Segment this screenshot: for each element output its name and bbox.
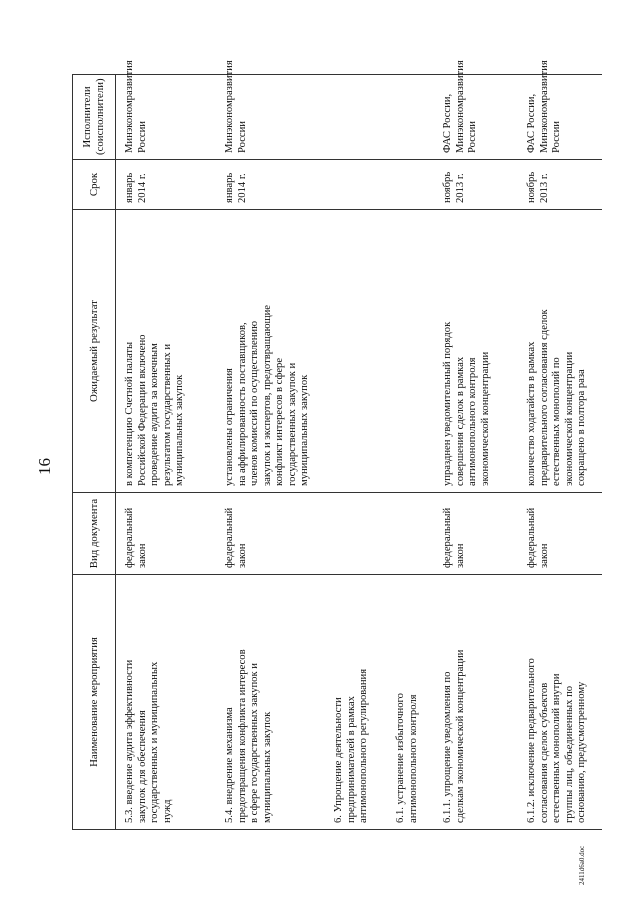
expected-result-cell: в компетенцию Счетной палаты Российской Федерации включено проведение аудита за конечным результатом государственных и муниципальных закупок [116,210,217,493]
document-type-cell [387,493,434,575]
document-type-cell: федеральный закон [116,493,217,575]
document-type-cell: федеральный закон [518,493,602,575]
deadline-cell: январь 2014 г. [216,160,325,210]
executors-cell: ФАС России, Минэкономразвития России [434,75,518,160]
deadline-cell: ноябрь 2013 г. [518,160,602,210]
document-type-cell: федеральный закон [216,493,325,575]
table-row [216,75,325,830]
table-header-row [73,75,116,830]
header-measure-name: Наименование мероприятия [73,575,116,830]
expected-result-cell: установлены ограничения на аффилированность поставщиков, членов комиссий по осуществлению закупок и экспертов, предотвращающие конфликт интересов в сфере государственных закупок и муниципальных закупок [216,210,325,493]
table-row [325,75,387,830]
header-document-type: Вид документа [73,493,116,575]
action-plan-table [72,60,602,830]
table-row [387,75,434,830]
executors-cell: ФАС России, Минэкономразвития России [518,75,602,160]
document-type-cell [325,493,387,575]
header-executors: Исполнители (соисполнители) [73,75,116,160]
file-footer: 2411d6a0.doc [578,845,586,885]
measure-name-cell: 5.4. внедрение механизма предотвращения конфликта интересов в сфере государственных закупок и муниципальных закупок [216,575,325,830]
document-type-cell: федеральный закон [434,493,518,575]
measure-name-cell: 6.1. устранение избыточного антимонопольного контроля [387,575,434,830]
deadline-cell [325,160,387,210]
executors-cell [325,75,387,160]
table-row [518,75,602,830]
header-deadline: Срок [73,160,116,210]
deadline-cell [387,160,434,210]
table-row [116,75,217,830]
expected-result-cell [387,210,434,493]
deadline-cell: ноябрь 2013 г. [434,160,518,210]
deadline-cell: январь 2014 г. [116,160,217,210]
executors-cell: Минэкономразвития России [216,75,325,160]
header-expected-result: Ожидаемый результат [73,210,116,493]
measure-name-cell: 6. Упрощение деятельности предпринимателей в рамках антимонопольного регулирования [325,575,387,830]
expected-result-cell: упразднен уведомительный порядок совершения сделок в рамках антимонопольного контроля экономической концентрации [434,210,518,493]
page-number: 16 [35,458,54,475]
measure-name-cell: 5.3. введение аудита эффективности закупок для обеспечения государственных и муниципальных нужд [116,575,217,830]
measure-name-cell: 6.1.2. исключение предварительного согласования сделок субъектов естественных монополий внутри группы лиц, объединенных по основанию, предусмотренному [518,575,602,830]
executors-cell: Минэкономразвития России [116,75,217,160]
measure-name-cell: 6.1.1. упрощение уведомления по сделкам экономической концентрации [434,575,518,830]
executors-cell [387,75,434,160]
expected-result-cell: количество ходатайств в рамках предварительного согласования сделок естественных монополий по экономической концентрации сокращено в полтора раза [518,210,602,493]
table-row [434,75,518,830]
expected-result-cell [325,210,387,493]
